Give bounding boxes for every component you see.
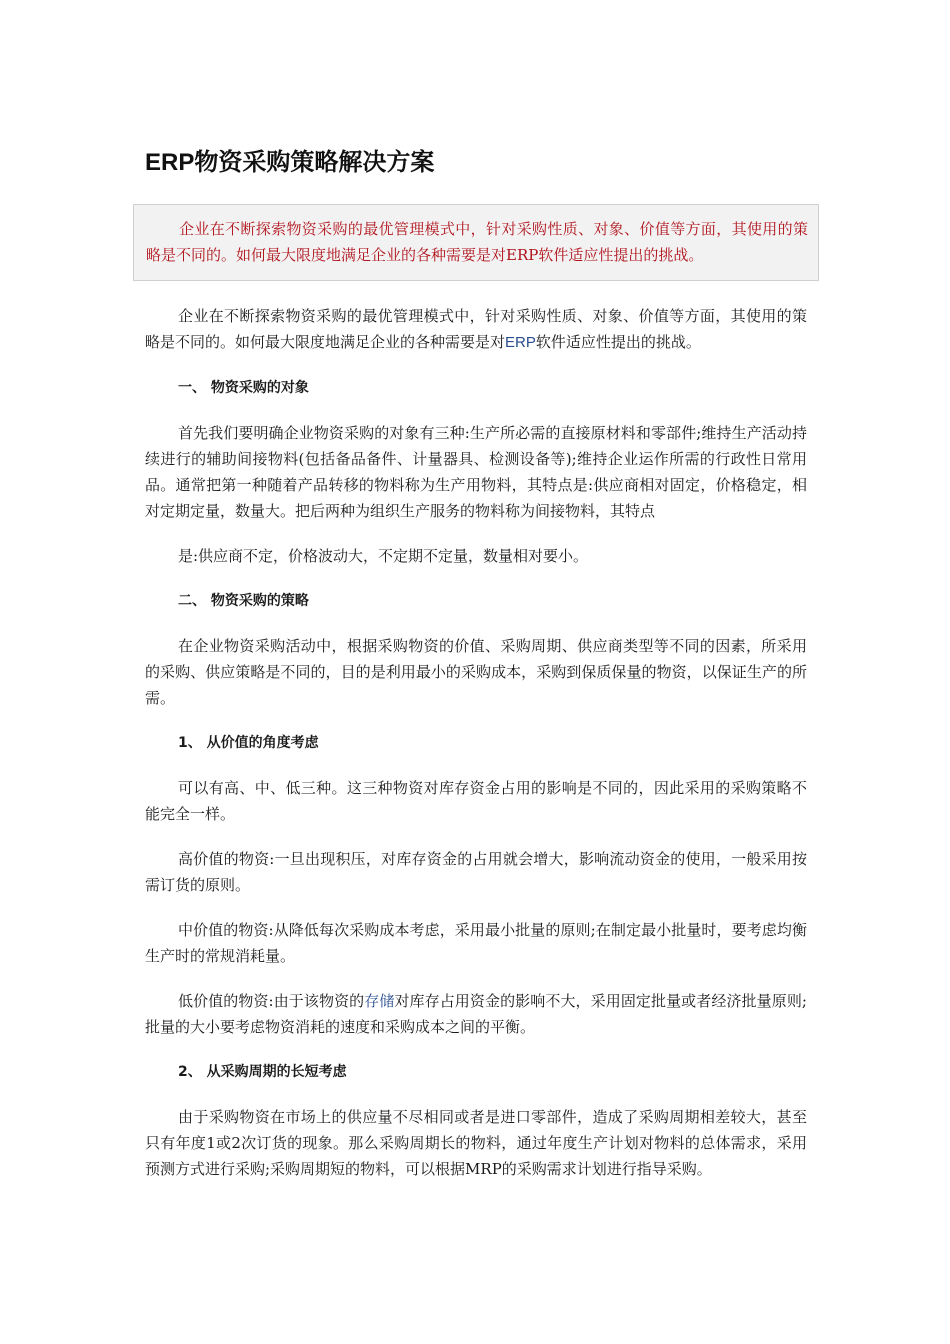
value-paragraph-high: 高价值的物资:一旦出现积压，对库存资金的占用就会增大，影响流动资金的使用，一般采用按需订货的原则。	[145, 850, 807, 894]
intro-paragraph	[145, 303, 807, 356]
section-heading-objects: 一、 物资采购的对象	[178, 380, 309, 396]
value-paragraph-medium: 中价值的物资:从降低每次采购成本考虑，采用最小批量的原则;在制定最小批量时，要考虑均衡生产时的常规消耗量。	[145, 921, 807, 965]
storage-link[interactable]: 存储	[364, 992, 395, 1010]
objects-paragraph-2: 是:供应商不定，价格波动大，不定期不定量，数量相对要小。	[178, 547, 589, 565]
subsection-heading-cycle: 2、 从采购周期的长短考虑	[178, 1064, 347, 1080]
low-value-text: 低价值的物资:由于该物资的	[178, 992, 365, 1010]
objects-paragraph-1: 首先我们要明确企业物资采购的对象有三种:生产所必需的直接原材料和零部件;维持生产活动持续进行的辅助间接物料(包括备品备件、计量器具、检测设备等);维持企业运作所需的行政性日常用品。通常把第一种随着产品转移的物料称为生产用物料，其特点是:供应商相对固定，价格稳定，相对定期定量，数量大。把后两种为组织生产服务的物料称为间接物料，其特点	[145, 424, 807, 520]
page-title: ERP物资采购策略解决方案	[145, 149, 435, 176]
low-value-text-end: 对库存占用资金的影响不大，采用固定批量或者经济批量原则;批量的大小要考虑物资消耗的速度和采购成本之间的平衡。	[145, 992, 807, 1036]
erp-link[interactable]: ERP	[505, 334, 536, 351]
value-paragraph-1: 可以有高、中、低三种。这三种物资对库存资金占用的影响是不同的，因此采用的采购策略不能完全一样。	[145, 779, 807, 823]
article	[145, 148, 807, 1201]
intro-text: 企业在不断探索物资采购的最优管理模式中，针对采购性质、对象、价值等方面，其使用的策略是不同的。如何最大限度地满足企业的各种需要是对	[145, 307, 807, 351]
strategy-paragraph: 在企业物资采购活动中，根据采购物资的价值、采购周期、供应商类型等不同的因素，所采用的采购、供应策略是不同的，目的是利用最小的采购成本，采购到保质保量的物资，以保证生产的所需。	[145, 637, 807, 707]
subsection-heading-value: 1、 从价值的角度考虑	[178, 735, 319, 751]
summary-text: 企业在不断探索物资采购的最优管理模式中，针对采购性质、对象、价值等方面，其使用的策略是不同的。如何最大限度地满足企业的各种需要是对ERP软件适应性提出的挑战。	[146, 220, 808, 264]
summary-box	[133, 204, 819, 281]
value-paragraph-low	[145, 988, 807, 1040]
section-heading-strategy: 二、 物资采购的策略	[178, 593, 309, 609]
cycle-paragraph: 由于采购物资在市场上的供应量不尽相同或者是进口零部件，造成了采购周期相差较大，甚至只有年度1或2次订货的现象。那么采购周期长的物料，通过年度生产计划对物料的总体需求，采用预测方式进行采购;采购周期短的物料，可以根据MRP的采购需求计划进行指导采购。	[145, 1108, 807, 1178]
intro-text-end: 软件适应性提出的挑战。	[535, 333, 701, 351]
